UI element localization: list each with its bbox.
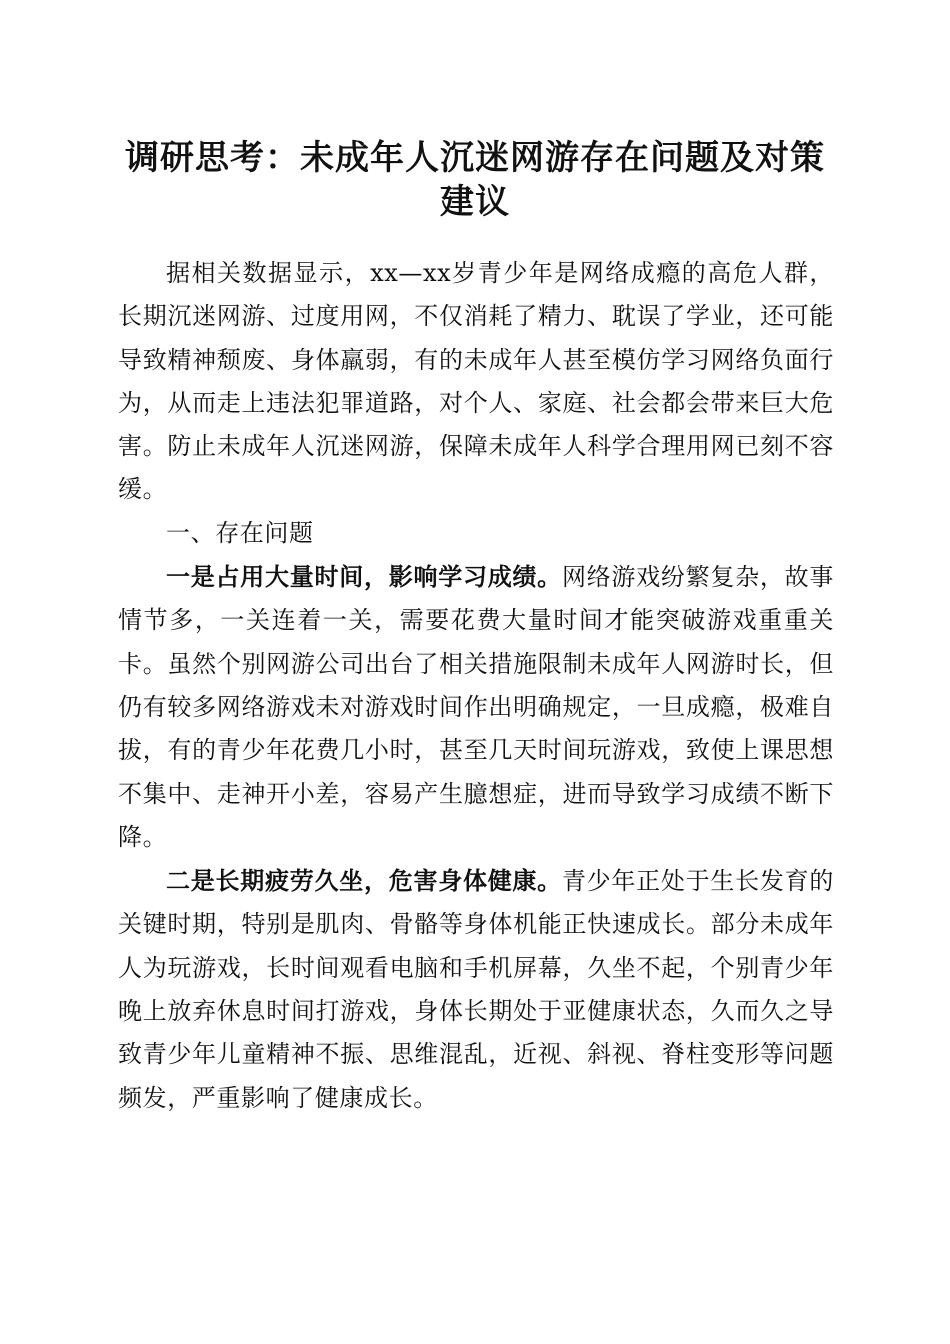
problem-2-lead: 二是长期疲劳久坐，危害身体健康。 [166,866,562,896]
document-body [118,252,834,1120]
problem-1-lead: 一是占用大量时间，影响学习成绩。 [166,562,562,592]
problem-paragraph-2 [118,859,834,1120]
document-title: 调研思考：未成年人沉迷网游存在问题及对策建议 [125,138,825,222]
intro-paragraph: 据相关数据显示，xx—xx岁青少年是网络成瘾的高危人群，长期沉迷网游、过度用网，不仅消耗了精力、耽误了学业，还可能导致精神颓废、身体羸弱，有的未成年人甚至模仿学习网络负面行为，从而走上违法犯罪道路，对个人、家庭、社会都会带来巨大危害。防止未成年人沉迷网游，保障未成年人科学合理用网已刻不容缓。 [118,259,834,504]
problem-paragraph-1 [118,555,834,859]
problem-2-text: 青少年正处于生长发育的关键时期，特别是肌肉、骨骼等身体机能正快速成长。部分未成年人为玩游戏，长时间观看电脑和手机屏幕，久坐不起，个别青少年晚上放弃休息时间打游戏，身体长期处于亚健康状态，久而久之导致青少年儿童精神不振、思维混乱，近视、斜视、脊柱变形等问题频发，严重影响了健康成长。 [118,867,834,1112]
problem-1-text: 网络游戏纷繁复杂，故事情节多，一关连着一关，需要花费大量时间才能突破游戏重重关卡。虽然个别网游公司出台了相关措施限制未成年人网游时长，但仍有较多网络游戏未对游戏时间作出明确规定，一旦成瘾，极难自拔，有的青少年花费几小时，甚至几天时间玩游戏，致使上课思想不集中、走神开小差，容易产生臆想症，进而导致学习成绩不断下降。 [118,563,834,851]
section-heading-problems: 一、存在问题 [166,518,314,547]
